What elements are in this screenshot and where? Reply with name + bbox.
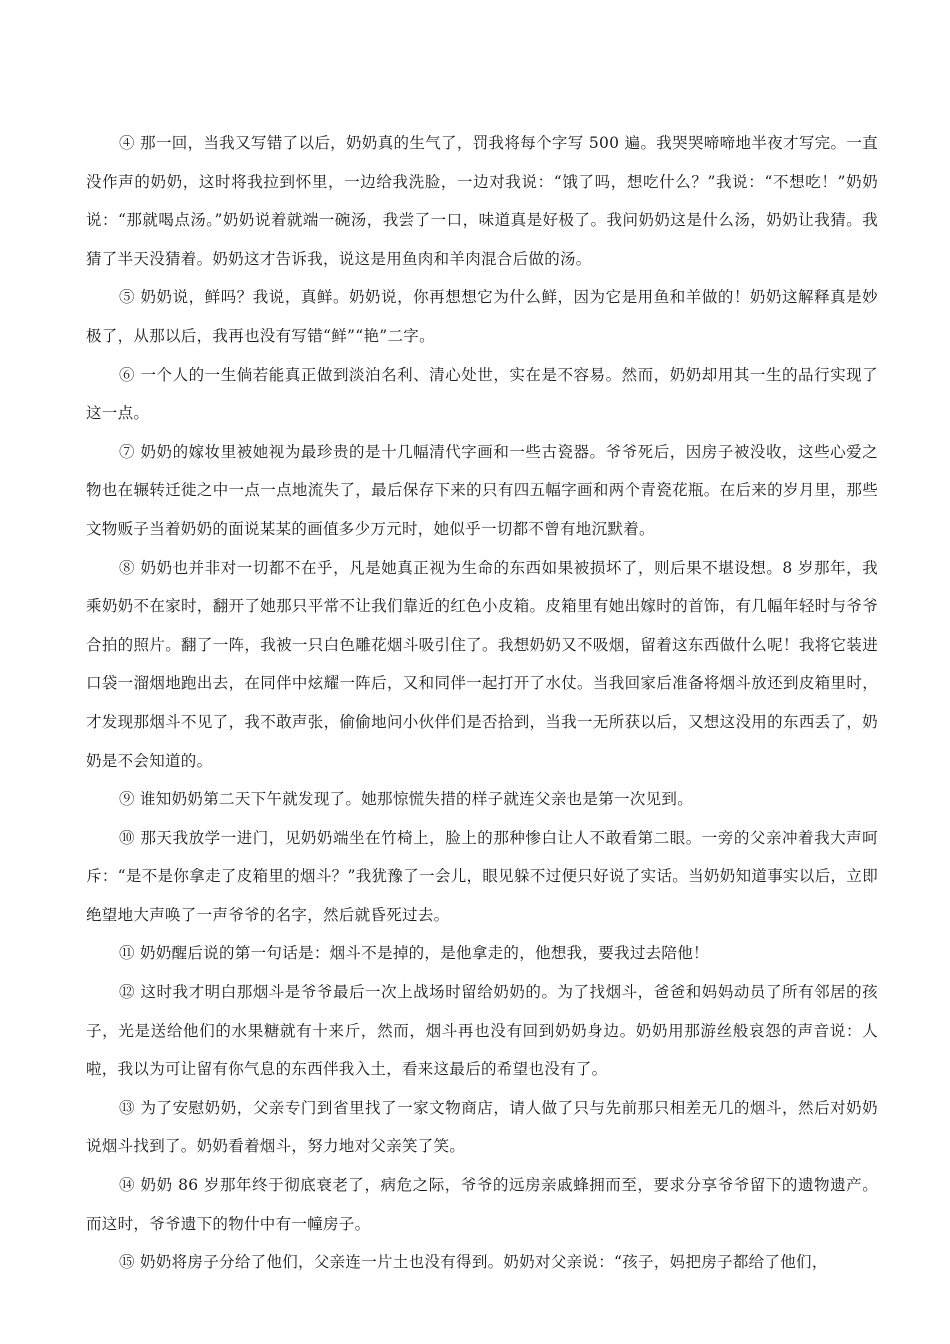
document-body	[86, 124, 878, 1282]
paragraph-12: ⑫ 这时我才明白那烟斗是爷爷最后一次上战场时留给奶奶的。为了找烟斗，爸爸和妈妈动员了所有邻居的孩子，光是送给他们的水果糖就有十来斤，然而，烟斗再也没有回到奶奶身边。奶奶用那游丝般哀怨的声音说：人啦，我以为可让留有你气息的东西伴我入土，看来这最后的希望也没有了。	[86, 983, 878, 1079]
paragraph-5: ⑤ 奶奶说，鲜吗？我说，真鲜。奶奶说，你再想想它为什么鲜，因为它是用鱼和羊做的！奶奶这解释真是妙极了，从那以后，我再也没有写错“鲜”“艳”二字。	[86, 288, 878, 345]
paragraph-4: ④ 那一回，当我又写错了以后，奶奶真的生气了，罚我将每个字写 500 遍。我哭哭啼啼地半夜才写完。一直没作声的奶奶，这时将我拉到怀里，一边给我洗脸，一边对我说：“饿了吗，想吃什么？”我说：“不想吃！”奶奶说：“那就喝点汤。”奶奶说着就端一碗汤，我尝了一口，味道真是好极了。我问奶奶这是什么汤，奶奶让我猜。我猜了半天没猜着。奶奶这才告诉我，说这是用鱼肉和羊肉混合后做的汤。	[86, 134, 878, 268]
paragraph-8: ⑧ 奶奶也并非对一切都不在乎，凡是她真正视为生命的东西如果被损坏了，则后果不堪设想。8 岁那年，我乘奶奶不在家时，翻开了她那只平常不让我们靠近的红色小皮箱。皮箱里有她出嫁时的首饰，有几幅年轻时与爷爷合拍的照片。翻了一阵，我被一只白色雕花烟斗吸引住了。我想奶奶又不吸烟，留着这东西做什么呢！我将它装进口袋一溜烟地跑出去，在同伴中炫耀一阵后，又和同伴一起打开了水仗。当我回家后准备将烟斗放还到皮箱里时，才发现那烟斗不见了，我不敢声张，偷偷地问小伙伴们是否拾到，当我一无所获以后，又想这没用的东西丢了，奶奶是不会知道的。	[86, 558, 878, 770]
paragraph-14: ⑭ 奶奶 86 岁那年终于彻底衰老了，病危之际，爷爷的远房亲戚蜂拥而至，要求分享爷爷留下的遗物遗产。而这时，爷爷遗下的物什中有一幢房子。	[86, 1176, 878, 1233]
paragraph-13: ⑬ 为了安慰奶奶，父亲专门到省里找了一家文物商店，请人做了只与先前那只相差无几的烟斗，然后对奶奶说烟斗找到了。奶奶看着烟斗，努力地对父亲笑了笑。	[86, 1098, 878, 1156]
paragraph-7: ⑦ 奶奶的嫁妆里被她视为最珍贵的是十几幅清代字画和一些古瓷器。爷爷死后，因房子被没收，这些心爱之物也在辗转迁徙之中一点一点地流失了，最后保存下来的只有四五幅字画和两个青瓷花瓶。在后来的岁月里，那些文物贩子当着奶奶的面说某某的画值多少万元时，她似乎一切都不曾有地沉默着。	[86, 442, 878, 538]
paragraph-15: ⑮ 奶奶将房子分给了他们，父亲连一片土也没有得到。奶奶对父亲说：“孩子，妈把房子都给了他们，	[119, 1253, 828, 1272]
paragraph-10: ⑩ 那天我放学一进门，见奶奶端坐在竹椅上，脸上的那种惨白让人不敢看第二眼。一旁的父亲冲着我大声呵斥：“是不是你拿走了皮箱里的烟斗？”我犹豫了一会儿，眼见躲不过便只好说了实话。当奶奶知道事实以后，立即绝望地大声唤了一声爷爷的名字，然后就昏死过去。	[86, 828, 878, 924]
paragraph-6: ⑥ 一个人的一生倘若能真正做到淡泊名利、清心处世，实在是不容易。然而，奶奶却用其一生的品行实现了这一点。	[86, 365, 878, 423]
paragraph-9: ⑨ 谁知奶奶第二天下午就发现了。她那惊慌失措的样子就连父亲也是第一次见到。	[119, 790, 694, 809]
paragraph-11: ⑪ 奶奶醒后说的第一句话是：烟斗不是掉的，是他拿走的，他想我，要我过去陪他！	[119, 944, 709, 963]
